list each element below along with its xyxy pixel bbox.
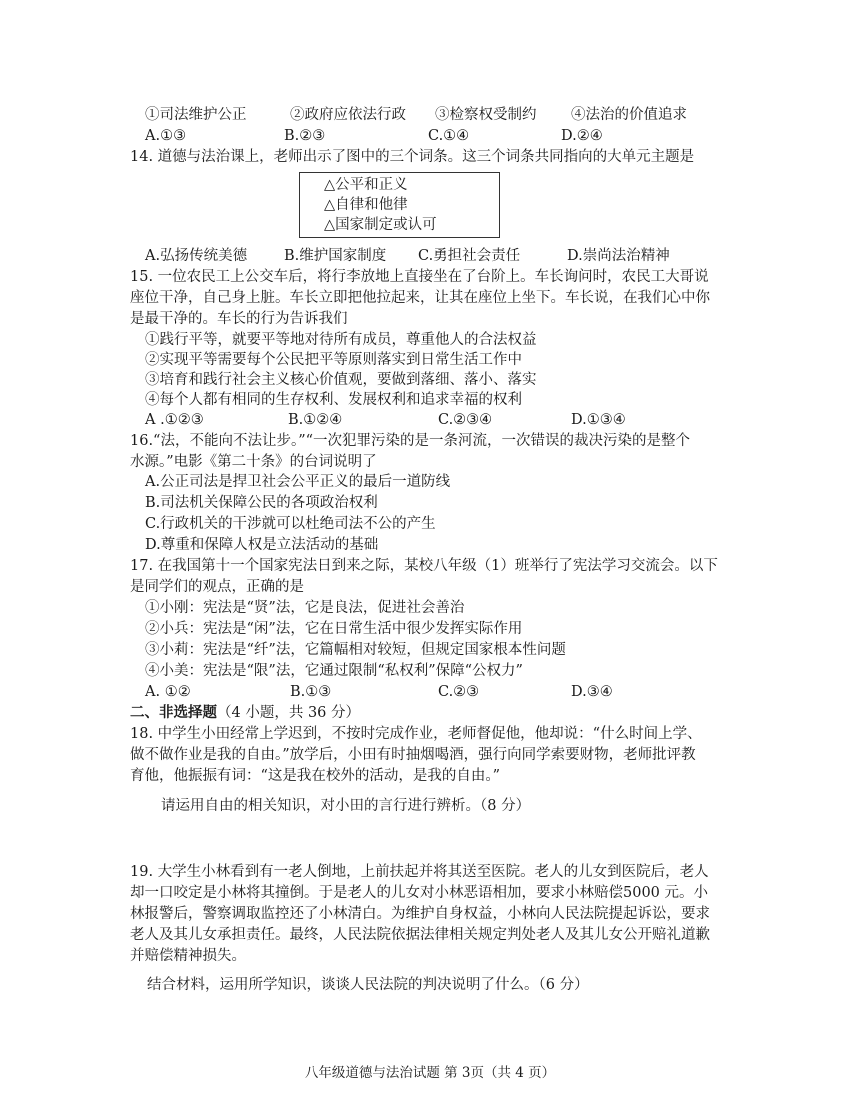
q16-stem-line-2: 水源。”电影《第二十条》的台词说明了: [130, 454, 377, 470]
q17-stem-line-1: 17. 在我国第十一个国家宪法日到来之际，某校八年级（1）班举行了宪法学习交流会。以下: [130, 558, 718, 574]
q15-item-3: ③培育和践行社会主义核心价值观，要做到落细、落小、落实: [145, 372, 537, 388]
q15-option-d: D.①③④: [571, 412, 626, 428]
q14-option-c: C.勇担社会责任: [418, 248, 521, 264]
q19-stem-line-2: 却一口咬定是小林将其撞倒。于是老人的儿女对小林恶语相加，要求小林赔偿5000 元。小: [130, 885, 709, 901]
q16-stem-line-1: 16.“法，不能向不法让步。”“一次犯罪污染的是一条河流，一次错误的裁决污染的是整个: [130, 433, 691, 449]
q13-option-c: C.①④: [428, 128, 470, 144]
q14-box-item-3: △国家制定或认可: [324, 217, 437, 233]
q14-box-item-1: △公平和正义: [324, 177, 408, 193]
q16-option-a: A.公正司法是捍卫社会公平正义的最后一道防线: [145, 474, 451, 490]
q16-option-c: C.行政机关的干涉就可以杜绝司法不公的产生: [145, 516, 436, 532]
q15-option-b: B.①②④: [288, 412, 343, 428]
q17-stem-line-2: 是同学们的观点，正确的是: [130, 579, 304, 595]
q19-stem-line-1: 19. 大学生小林看到有一老人倒地，上前扶起并将其送至医院。老人的儿女到医院后，老人: [130, 864, 709, 880]
q17-item-3: ③小莉：宪法是“纤”法，它篇幅相对较短，但规定国家根本性问题: [145, 642, 566, 658]
q13-item-3: ③检察权受制约: [435, 107, 537, 123]
q13-item-2: ②政府应依法行政: [290, 107, 406, 123]
q13-option-d: D.②④: [561, 128, 603, 144]
q15-item-4: ④每个人都有相同的生存权利、发展权利和追求幸福的权利: [145, 392, 522, 408]
q14-option-a: A.弘扬传统美德: [145, 248, 248, 264]
q17-item-2: ②小兵：宪法是“闲”法，它在日常生活中很少发挥实际作用: [145, 621, 523, 637]
q15-stem-line-1: 15. 一位农民工上公交车后，将行李放地上直接坐在了台阶上。车长询问时，农民工大哥说: [130, 269, 709, 285]
q14-stem: 14. 道德与法治课上，老师出示了图中的三个词条。这三个词条共同指向的大单元主题是: [130, 149, 695, 165]
q15-stem-line-2: 座位干净，自己身上脏。车长立即把他拉起来，让其在座位上坐下。车长说，在我们心中你: [130, 290, 710, 306]
q14-option-b: B.维护国家制度: [284, 248, 387, 264]
q14-option-d: D.崇尚法治精神: [567, 248, 670, 264]
q13-option-b: B.②③: [284, 128, 326, 144]
section-2-title: 二、非选择题: [130, 704, 217, 721]
q19-stem-line-3: 林报警后，警察调取监控还了小林清白。为维护自身权益，小林向人民法院提起诉讼，要求: [130, 906, 710, 922]
q13-item-4: ④法治的价值追求: [571, 107, 687, 123]
q18-stem-line-1: 18. 中学生小田经常上学迟到，不按时完成作业，老师督促他，他却说：“什么时间上学、: [130, 726, 702, 742]
section-2-note: （4 小题，共 36 分）: [217, 705, 361, 721]
q19-task: 结合材料，运用所学知识，谈谈人民法院的判决说明了什么。（6 分）: [147, 977, 589, 993]
q15-option-c: C.②③④: [438, 412, 493, 428]
q17-option-d: D.③④: [571, 684, 613, 700]
q14-box-item-2: △自律和他律: [324, 197, 408, 213]
page-footer: 八年级道德与法治试题 第 3页（共 4 页）: [304, 1065, 556, 1081]
q15-option-a: A .①②③: [145, 412, 204, 428]
q17-option-b: B.①③: [290, 684, 332, 700]
q17-item-1: ①小刚：宪法是“贤”法，它是良法，促进社会善治: [145, 600, 465, 616]
q18-stem-line-3: 育他，他振振有词：“这是我在校外的活动，是我的自由。”: [130, 768, 501, 784]
q19-stem-line-5: 并赔偿精神损失。: [130, 948, 246, 964]
q15-item-2: ②实现平等需要每个公民把平等原则落实到日常生活工作中: [145, 352, 522, 368]
q16-option-b: B.司法机关保障公民的各项政治权利: [145, 495, 378, 511]
q13-option-a: A.①③: [145, 128, 187, 144]
q15-item-1: ①践行平等，就要平等地对待所有成员，尊重他人的合法权益: [145, 332, 537, 348]
q19-stem-line-4: 老人及其儿女承担责任。最终，人民法院依据法律相关规定判处老人及其儿女公开赔礼道歉: [130, 927, 710, 943]
q18-task: 请运用自由的相关知识，对小田的言行进行辨析。（8 分）: [161, 798, 531, 814]
q17-item-4: ④小美：宪法是“限”法，它通过限制“私权利”保障“公权力”: [145, 663, 523, 679]
q17-option-c: C.②③: [438, 684, 480, 700]
q13-item-1: ①司法维护公正: [145, 107, 247, 123]
q17-option-a: A. ①②: [145, 684, 191, 700]
q16-option-d: D.尊重和保障人权是立法活动的基础: [145, 537, 379, 553]
q14-word-box: [299, 172, 500, 238]
section-2-heading: [130, 703, 360, 723]
q18-stem-line-2: 做不做作业是我的自由。”放学后，小田有时抽烟喝酒，强行向同学索要财物，老师批评教: [130, 747, 696, 763]
q15-stem-line-3: 是最干净的。车长的行为告诉我们: [130, 311, 348, 327]
